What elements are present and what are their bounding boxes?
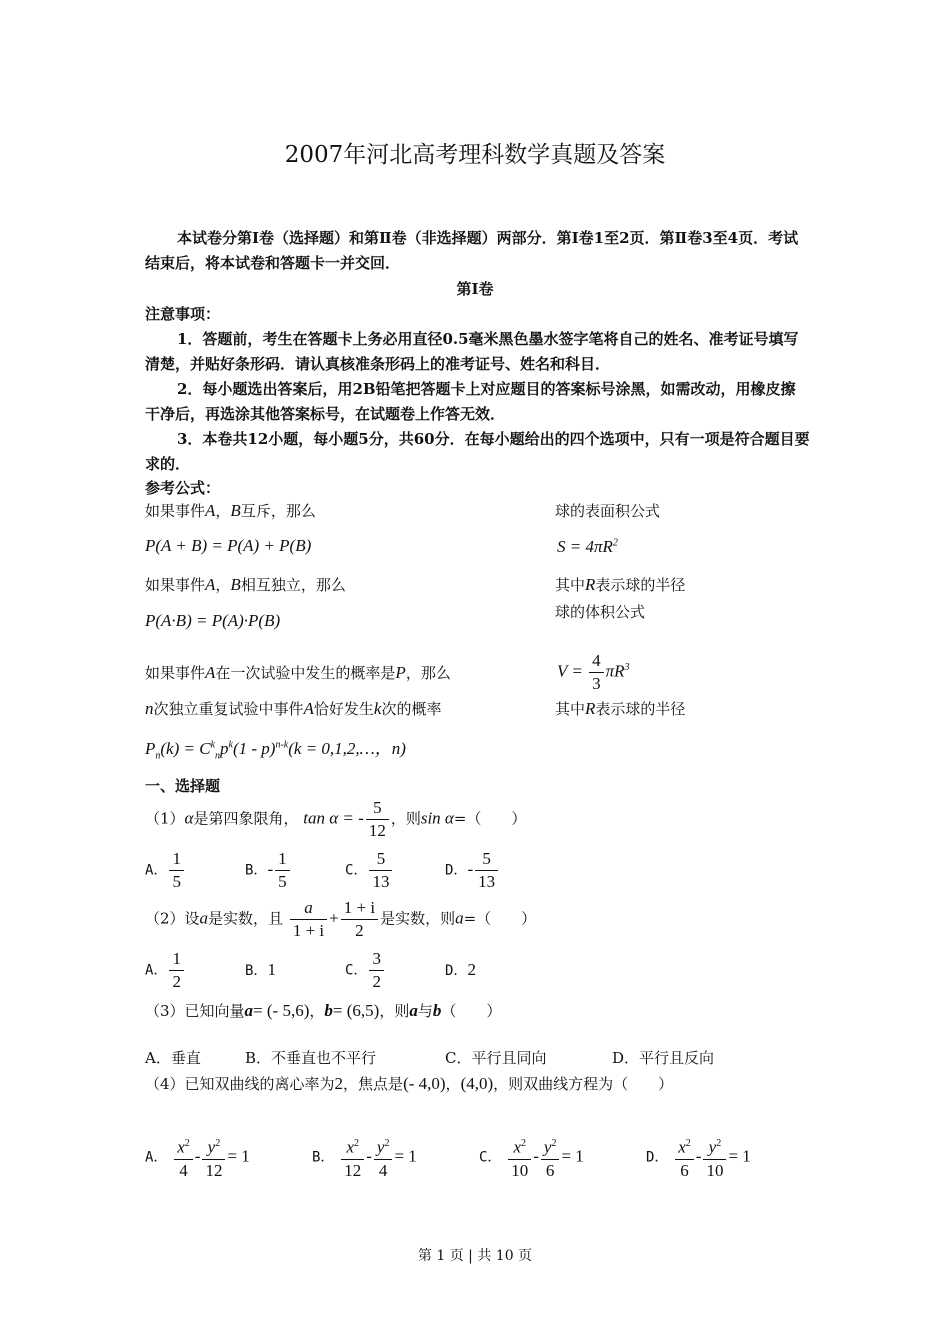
question-1-option-b: B．- $\frac{1}{5}$ [245,848,292,893]
sphere-volume-label: 球的体积公式 [555,603,646,621]
volume-heading: 第Ⅰ卷 [456,280,494,298]
notice-item-2: 2．每小题选出答案后，用2B铅笔把答题卡上对应题目的答案标号涂黑，如需改动，用橡皮擦干净后，再选涂其他答案标号，在试题卷上作答无效． [145,380,796,423]
sphere-area-formula: $S = 4\pi R^2$ [557,537,618,556]
notice-item-1: 1．答题前，考生在答题卡上务必用直径0.5毫米黑色墨水签字笔将自己的姓名、准考证号填写清楚，并贴好条形码．请认真核准条形码上的准考证号、姓名和科目． [145,330,799,373]
question-2-option-c: C． $\frac{3}{2}$ [345,948,386,993]
sphere-area-label: 球的表面积公式 [555,502,661,520]
question-4: （4）已知双曲线的离心率为2，焦点是(- 4,0)，(4,0)，则双曲线方程为（ ） [145,1074,674,1093]
formula-repeated-text: n次独立重复试验中事件A恰好发生k次的概率 [145,699,442,718]
reference-heading: 参考公式： [145,479,221,497]
formula-exclusive-text: 如果事件A，B互斥，那么 [145,501,316,520]
question-1-option-a: A． $\frac{1}{5}$ [145,848,186,893]
formula-independent-text: 如果事件A，B相互独立，那么 [145,575,346,594]
question-1-option-d: D．- $\frac{5}{13}$ [445,848,500,893]
question-2-option-b: B．1 [245,960,276,979]
question-4-option-d: D． $\frac{x^2}{6}$ - $\frac{y^2}{10}$ = 1 [646,1133,751,1182]
formula-binomial: $P_n(k) = C^k_np^k(1 - p)^{n-k}(k$ = 0,1,2,…，n) [145,739,406,762]
sphere-radius-note-1: 其中R表示球的半径 [555,575,686,594]
question-3-option-a: A．垂直 [145,1049,201,1067]
formula-multiplication: P(A·B) = P(A)·P(B) [145,611,281,630]
question-4-option-c: C． $\frac{x^2}{10}$ - $\frac{y^2}{6}$ = 1 [479,1133,584,1182]
question-2: （2）设a是实数，且 $\frac{a}{1 + i}$ + $\frac{1 + i}{2}$ 是实数，则a=（ ） [145,898,537,940]
sphere-radius-note-2: 其中R表示球的半径 [555,699,686,718]
question-1: （1）α是第四象限角， tan α = - $\frac{5}{12}$ ，则sin α=（ ） [145,798,527,840]
question-3-option-d: D．平行且反向 [612,1049,715,1067]
formula-probability-text: 如果事件A在一次试验中发生的概率是P，那么 [145,663,451,682]
intro-paragraph: 本试卷分第Ⅰ卷（选择题）和第Ⅱ卷（非选择题）两部分．第Ⅰ卷1至2页．第Ⅱ卷3至4页．考试结束后，将本试卷和答题卡一并交回． [145,229,799,272]
section-choice-heading: 一、选择题 [145,777,221,795]
notice-item-3: 3．本卷共12小题，每小题5分，共60分．在每小题给出的四个选项中，只有一项是符合题目要求的． [145,430,810,473]
sphere-volume-formula: V = $\frac{4}{3}$ $\pi R^3$ [557,651,630,693]
page-footer: 第 1 页 | 共 10 页 [417,1248,533,1264]
question-2-option-d: D．2 [445,960,476,979]
notice-heading: 注意事项： [145,305,221,323]
question-3-option-c: C．平行且同向 [445,1049,547,1067]
question-4-option-a: A． $\frac{x^2}{4}$ - $\frac{y^2}{12}$ = 1 [145,1133,250,1182]
question-1-option-c: C． $\frac{5}{13}$ [345,848,394,893]
page-title: 2007年河北高考理科数学真题及答案 [284,142,666,168]
question-4-option-b: B． $\frac{x^2}{12}$ - $\frac{y^2}{4}$ = 1 [312,1133,417,1182]
question-2-option-a: A． $\frac{1}{2}$ [145,948,186,993]
formula-addition: P(A + B) = P(A) + P(B) [145,536,312,555]
question-3-option-b: B．不垂直也不平行 [245,1049,377,1067]
question-3: （3）已知向量a= (- 5,6)，b= (6,5)，则a与b（ ） [145,1001,502,1020]
